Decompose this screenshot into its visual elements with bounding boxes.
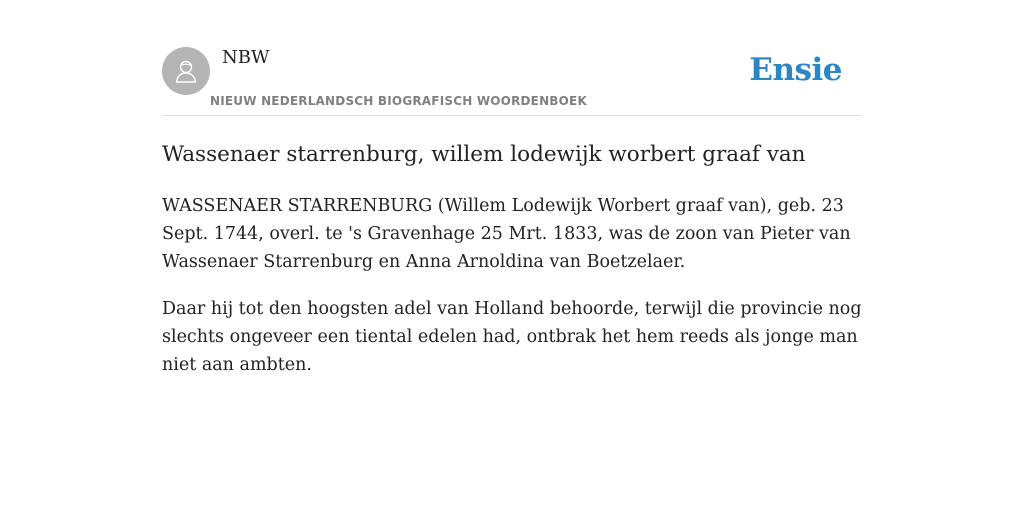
source-header [162,47,862,116]
page [162,0,862,379]
article-title: Wassenaer starrenburg, willem lodewijk worbert graaf van [162,142,806,167]
source-full-name: NIEUW NEDERLANDSCH BIOGRAFISCH WOORDENBOEK [210,94,587,108]
article-paragraph: WASSENAER STARRENBURG (Willem Lodewijk Worbert graaf van), geb. 23 Sept. 1744, overl. te 's Gravenhage 25 Mrt. 1833, was de zoon van Pieter van Wassenaer Starrenburg en Anna Arnoldina van Boetzelaer. [162,196,851,272]
user-icon [171,56,201,86]
avatar[interactable] [162,47,210,95]
article-paragraph: Daar hij tot den hoogsten adel van Holland behoorde, terwijl die provincie nog slechts ongeveer een tiental edelen had, ontbrak het hem reeds als jonge man niet aan ambten. [162,299,862,375]
brand-logo[interactable]: Ensie [749,52,842,88]
source-name[interactable]: NBW [222,47,270,68]
